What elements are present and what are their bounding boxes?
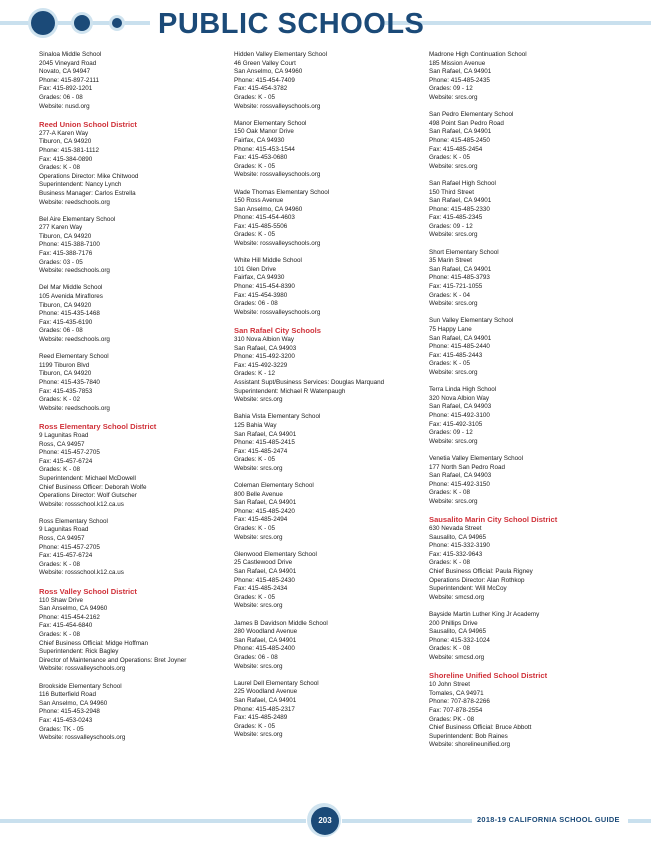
entry-line: Laurel Dell Elementary School [234, 679, 319, 687]
entry-line: Phone: 415-453-2948 [39, 708, 100, 716]
entry-line: 150 Third Street [429, 188, 475, 196]
entry-line: Ross Elementary School [39, 517, 108, 525]
entry-line: Fairfax, CA 94930 [234, 274, 285, 282]
school-entry [429, 386, 619, 446]
entry-line: Superintendent: Nancy Lynch [39, 181, 122, 189]
page-header [0, 0, 651, 48]
entry-line: Operations Director: Mike Chitwood [39, 172, 139, 180]
entry-line: Grades: K - 02 [39, 396, 80, 404]
entry-line: Phone: 415-485-2317 [234, 705, 295, 713]
entry-line: Venetia Valley Elementary School [429, 454, 524, 462]
entry-line: Grades: 06 - 08 [234, 300, 278, 308]
entry-line: Tomales, CA 94971 [429, 689, 484, 697]
entry-line: San Pedro Elementary School [429, 111, 514, 119]
entry-line: 150 Oak Manor Drive [234, 128, 294, 136]
entry-line: Wade Thomas Elementary School [234, 188, 330, 196]
school-entry [429, 525, 619, 602]
entry-line: Grades: TK - 05 [39, 725, 84, 733]
school-entry [39, 353, 229, 413]
entry-line: Chief Business Official: Bruce Abbott [429, 724, 532, 732]
entry-line: Grades: K - 05 [429, 154, 470, 162]
footer-rule-end [628, 819, 651, 823]
entry-line: Fax: 415-485-2454 [429, 145, 483, 153]
school-entry [234, 189, 424, 249]
entry-line: Reed Elementary School [39, 353, 109, 361]
entry-line: Website: srcs.org [429, 497, 478, 505]
entry-line: Phone: 415-453-1544 [234, 145, 295, 153]
entry-line: Website: reedschools.org [39, 198, 110, 206]
school-entry [429, 180, 619, 240]
entry-line: Grades: K - 05 [429, 360, 470, 368]
entry-line: Website: srcs.org [234, 731, 283, 739]
entry-line: Website: rossvalleyschools.org [234, 308, 321, 316]
entry-line: Superintendent: Michael McDowell [39, 474, 136, 482]
entry-line: San Rafael, CA 94901 [234, 499, 297, 507]
entry-line: Website: srcs.org [429, 231, 478, 239]
entry-line: Fax: 415-457-6724 [39, 457, 93, 465]
school-entry [234, 620, 424, 672]
entry-line: Grades: K - 04 [429, 291, 470, 299]
entry-line: Grades: 09 - 12 [429, 85, 473, 93]
entry-line: 177 North San Pedro Road [429, 463, 505, 471]
entry-line: Hidden Valley Elementary School [234, 51, 327, 58]
school-entry [429, 111, 619, 171]
entry-line: 125 Bahia Way [234, 421, 277, 429]
entry-line: Phone: 415-435-1468 [39, 310, 100, 318]
school-entry [39, 130, 229, 207]
entry-line: Phone: 415-457-2705 [39, 449, 100, 457]
entry-line: San Rafael, CA 94903 [234, 344, 297, 352]
entry-line: 110 Shaw Drive [39, 596, 83, 604]
school-entry [39, 51, 229, 111]
entry-line: 280 Woodland Avenue [234, 628, 298, 636]
district-heading: Shoreline Unified School District [429, 671, 548, 681]
entry-line: 150 Ross Avenue [234, 197, 284, 205]
entry-line: 105 Avenida Miraflores [39, 293, 103, 301]
entry-line: Fax: 415-485-2434 [234, 585, 288, 593]
entry-line: Fax: 415-453-0243 [39, 716, 93, 724]
entry-line: Grades: 06 - 08 [234, 653, 278, 661]
entry-line: Madrone High Continuation School [429, 51, 527, 58]
entry-line: Manor Elementary School [234, 119, 307, 127]
school-entry [429, 455, 619, 507]
entry-line: Chief Business Officer: Deborah Wolfe [39, 483, 147, 491]
entry-line: Novato, CA 94947 [39, 68, 91, 76]
entry-line: San Rafael, CA 94901 [429, 197, 492, 205]
entry-line: Glenwood Elementary School [234, 550, 317, 558]
school-entry [429, 317, 619, 377]
entry-line: 185 Mission Avenue [429, 59, 486, 67]
school-entry [429, 611, 619, 663]
entry-line: 10 John Street [429, 681, 470, 689]
entry-line: Phone: 415-454-8390 [234, 283, 295, 291]
entry-line: Short Elementary School [429, 248, 499, 256]
entry-line: Website: reedschools.org [39, 336, 110, 343]
entry-line: Phone: 415-332-1024 [429, 636, 490, 644]
entry-line: Website: rossvalleyschools.org [39, 665, 126, 673]
entry-line: 9 Lagunitas Road [39, 431, 89, 439]
entry-line: Operations Director: Alan Rothkop [429, 576, 525, 584]
entry-line: Fax: 415-332-9643 [429, 550, 483, 558]
entry-line: Website: srcs.org [234, 464, 283, 472]
entry-line: 101 Glen Drive [234, 265, 276, 273]
entry-line: Tiburon, CA 94920 [39, 232, 92, 240]
entry-line: San Rafael, CA 94901 [429, 128, 492, 136]
entry-line: Bel Aire Elementary School [39, 215, 116, 223]
entry-line: 277 Karen Way [39, 224, 83, 232]
page-title: PUBLIC SCHOOLS [158, 8, 425, 40]
guide-title: 2018-19 CALIFORNIA SCHOOL GUIDE [477, 815, 620, 824]
school-entry [234, 336, 424, 405]
entry-line: Tiburon, CA 94920 [39, 301, 92, 309]
entry-line: Phone: 415-457-2705 [39, 543, 100, 551]
entry-line: Phone: 415-485-2415 [234, 439, 295, 447]
entry-line: Superintendent: Will McCoy [429, 585, 507, 593]
entry-line: 9 Lagunitas Road [39, 526, 89, 534]
district-heading: Ross Elementary School District [39, 421, 157, 431]
entry-line: Phone: 415-485-2430 [234, 576, 295, 584]
entry-line: James B Davidson Middle School [234, 619, 328, 627]
school-entry [39, 432, 229, 509]
entry-line: Superintendent: Bob Raines [429, 732, 508, 740]
entry-line: Fax: 415-384-0890 [39, 155, 93, 163]
entry-line: Website: srcs.org [234, 602, 283, 610]
header-dot-medium [74, 15, 90, 31]
district-heading: Ross Valley School District [39, 586, 137, 596]
entry-line: Fax: 415-492-3229 [234, 361, 288, 369]
school-entry [234, 51, 424, 111]
entry-line: Fax: 415-485-2443 [429, 351, 483, 359]
entry-line: San Anselmo, CA 94960 [39, 605, 108, 613]
entry-line: Fax: 415-457-6724 [39, 552, 93, 560]
entry-line: Fax: 415-485-2474 [234, 447, 288, 455]
entry-line: Phone: 415-485-3793 [429, 274, 490, 282]
entry-line: Sinaloa Middle School [39, 51, 102, 58]
entry-line: Grades: K - 08 [39, 466, 80, 474]
entry-line: Bahia Vista Elementary School [234, 413, 321, 421]
entry-line: Fax: 415-485-2489 [234, 714, 288, 722]
entry-line: Phone: 415-485-2450 [429, 136, 490, 144]
page-number: 203 [311, 807, 339, 835]
entry-line: Grades: K - 05 [234, 231, 275, 239]
entry-line: 310 Nova Albion Way [234, 336, 294, 343]
header-dot-large [31, 11, 55, 35]
entry-line: Phone: 415-454-4603 [234, 214, 295, 222]
entry-line: San Rafael, CA 94903 [429, 403, 492, 411]
entry-line: Phone: 415-492-3200 [234, 353, 295, 361]
entry-line: San Anselmo, CA 94960 [234, 68, 303, 76]
school-entry [234, 413, 424, 473]
entry-line: Business Manager: Carlos Estrella [39, 189, 136, 197]
entry-line: Phone: 415-454-2162 [39, 613, 100, 621]
entry-line: Fax: 415-453-0680 [234, 154, 288, 162]
entry-line: Website: smcsd.org [429, 593, 485, 601]
entry-line: Grades: K - 05 [234, 525, 275, 533]
entry-line: Website: srcs.org [234, 533, 283, 541]
entry-line: Website: rossschool.k12.ca.us [39, 569, 124, 577]
entry-line: Superintendent: Michael R Watenpaugh [234, 387, 346, 395]
entry-line: Chief Business Official: Midge Hoffman [39, 639, 148, 647]
entry-line: 320 Nova Albion Way [429, 394, 489, 402]
school-entry [39, 216, 229, 276]
entry-line: Fax: 415-721-1055 [429, 283, 483, 291]
entry-line: Website: srcs.org [429, 437, 478, 445]
entry-line: Assistant Supt/Business Services: Douglas Marquand [234, 378, 385, 386]
entry-line: 46 Green Valley Court [234, 59, 296, 67]
district-heading: San Rafael City Schools [234, 326, 321, 335]
entry-line: 200 Phillips Drive [429, 619, 478, 627]
entry-line: Operations Director: Wolf Gutscher [39, 492, 137, 500]
entry-line: Director of Maintenance and Operations: Bret Joyner [39, 656, 187, 664]
entry-line: Grades: K - 08 [429, 489, 470, 497]
entry-line: Tiburon, CA 94920 [39, 138, 92, 146]
entry-line: Fairfax, CA 94930 [234, 136, 285, 144]
entry-line: Website: rossvalleyschools.org [39, 734, 126, 742]
entry-line: Ross, CA 94957 [39, 535, 85, 543]
entry-line: Chief Business Official: Paula Rigney [429, 568, 533, 576]
entry-line: San Anselmo, CA 94960 [234, 205, 303, 213]
entry-line: Phone: 415-492-3100 [429, 411, 490, 419]
entry-line: Fax: 415-892-1201 [39, 85, 93, 93]
entry-line: Grades: K - 05 [234, 456, 275, 464]
entry-line: Phone: 415-388-7100 [39, 241, 100, 249]
entry-line: San Rafael, CA 94903 [429, 472, 492, 480]
school-entry [234, 551, 424, 611]
entry-line: Sausalito, CA 94965 [429, 628, 487, 636]
entry-line: Website: reedschools.org [39, 404, 110, 412]
footer-rule-right [342, 819, 472, 823]
district-heading: Sausalito Marin City School District [429, 515, 558, 525]
entry-line: Phone: 415-485-2400 [234, 645, 295, 653]
entry-line: Grades: K - 05 [234, 162, 275, 170]
entry-line: San Rafael High School [429, 179, 496, 187]
entry-line: Fax: 415-485-2494 [234, 516, 288, 524]
entry-line: San Rafael, CA 94901 [429, 68, 492, 76]
school-entry [39, 518, 229, 578]
entry-line: Phone: 415-485-2420 [234, 507, 295, 515]
school-entry [234, 120, 424, 180]
entry-line: Grades: K - 08 [39, 164, 80, 172]
entry-line: Website: shorelineunified.org [429, 741, 511, 749]
entry-line: White Hill Middle School [234, 257, 302, 265]
header-dot-small [112, 18, 122, 28]
school-entry [234, 680, 424, 740]
entry-line: Fax: 415-454-6840 [39, 622, 93, 630]
entry-line: Fax: 415-485-2345 [429, 214, 483, 222]
entry-line: Website: rossvalleyschools.org [234, 240, 321, 248]
entry-line: Brookside Elementary School [39, 682, 122, 690]
entry-line: Phone: 415-485-2435 [429, 76, 490, 84]
entry-line: 277-A Karen Way [39, 129, 89, 137]
entry-line: Fax: 707-878-2554 [429, 706, 483, 714]
entry-line: Fax: 415-492-3105 [429, 420, 483, 428]
entry-line: Website: rossvalleyschools.org [234, 171, 321, 179]
entry-line: Coleman Elementary School [234, 482, 314, 490]
entry-line: Fax: 415-454-3980 [234, 291, 288, 299]
entry-line: San Rafael, CA 94901 [429, 334, 492, 342]
entry-line: Grades: 06 - 08 [39, 327, 83, 335]
entry-line: Del Mar Middle School [39, 284, 103, 292]
entry-line: 116 Butterfield Road [39, 691, 96, 699]
entry-line: Phone: 415-435-7840 [39, 378, 100, 386]
entry-line: Website: srcs.org [234, 662, 283, 670]
entry-line: Website: srcs.org [429, 93, 478, 101]
entry-line: Sun Valley Elementary School [429, 317, 514, 325]
directory-column-3 [429, 51, 619, 759]
entry-line: San Rafael, CA 94901 [429, 265, 492, 273]
entry-line: Fax: 415-435-6190 [39, 318, 93, 326]
entry-line: Grades: K - 08 [429, 559, 470, 567]
directory-column-1 [39, 51, 229, 751]
entry-line: Grades: K - 08 [39, 560, 80, 568]
directory-column-2 [234, 51, 424, 749]
entry-line: Phone: 415-485-2330 [429, 205, 490, 213]
footer-rule-left [0, 819, 306, 823]
entry-line: 25 Castlewood Drive [234, 559, 293, 567]
entry-line: Website: reedschools.org [39, 267, 110, 275]
entry-line: 498 Point San Pedro Road [429, 119, 504, 127]
entry-line: 1199 Tiburon Blvd [39, 361, 90, 369]
entry-line: Phone: 415-381-1112 [39, 146, 99, 154]
entry-line: Grades: K - 05 [234, 593, 275, 601]
entry-line: 35 Marin Street [429, 257, 473, 265]
school-entry [39, 683, 229, 743]
entry-line: Ross, CA 94957 [39, 440, 85, 448]
entry-line: Grades: PK - 08 [429, 715, 475, 723]
entry-line: Website: rossschool.k12.ca.us [39, 500, 124, 508]
entry-line: Website: rossvalleyschools.org [234, 102, 321, 110]
school-entry [429, 249, 619, 309]
entry-line: Sausalito, CA 94965 [429, 533, 487, 541]
entry-line: Fax: 415-454-3782 [234, 85, 288, 93]
entry-line: Website: nusd.org [39, 102, 90, 110]
entry-line: Tiburon, CA 94920 [39, 370, 92, 378]
entry-line: Phone: 415-485-2440 [429, 343, 490, 351]
entry-line: Website: srcs.org [429, 162, 478, 170]
entry-line: Superintendent: Rick Bagley [39, 648, 119, 656]
entry-line: Phone: 415-332-3190 [429, 542, 490, 550]
entry-line: Grades: 09 - 12 [429, 222, 473, 230]
entry-line: Grades: K - 05 [234, 722, 275, 730]
entry-line: 2045 Vineyard Road [39, 59, 97, 67]
entry-line: Terra Linda High School [429, 386, 497, 394]
entry-line: San Rafael, CA 94901 [234, 568, 297, 576]
entry-line: 800 Belle Avenue [234, 490, 283, 498]
entry-line: Website: srcs.org [429, 300, 478, 308]
entry-line: Website: srcs.org [234, 396, 283, 404]
entry-line: Phone: 415-454-7409 [234, 76, 295, 84]
district-heading: Reed Union School District [39, 119, 137, 129]
entry-line: Grades: K - 08 [39, 631, 80, 638]
entry-line: Fax: 415-485-5506 [234, 222, 288, 230]
entry-line: Grades: 09 - 12 [429, 429, 473, 437]
entry-line: 630 Nevada Street [429, 525, 482, 533]
entry-line: Grades: K - 05 [234, 93, 275, 101]
school-entry [429, 51, 619, 103]
entry-line: 225 Woodland Avenue [234, 688, 298, 696]
entry-line: Phone: 707-878-2266 [429, 698, 490, 706]
entry-line: Grades: 03 - 05 [39, 258, 83, 266]
entry-line: Grades: K - 12 [234, 370, 275, 378]
entry-line: Grades: 06 - 08 [39, 93, 83, 101]
entry-line: San Rafael, CA 94901 [234, 696, 297, 704]
entry-line: San Rafael, CA 94901 [234, 636, 297, 644]
entry-line: San Rafael, CA 94901 [234, 430, 297, 438]
entry-line: Grades: K - 08 [429, 645, 470, 653]
entry-line: Phone: 415-492-3150 [429, 480, 490, 488]
entry-line: San Anselmo, CA 94960 [39, 699, 108, 707]
entry-line: Phone: 415-897-2111 [39, 76, 99, 84]
school-entry [234, 257, 424, 317]
entry-line: Fax: 415-435-7853 [39, 387, 93, 395]
school-entry [234, 482, 424, 542]
entry-line: 75 Happy Lane [429, 326, 472, 333]
entry-line: Bayside Martin Luther King Jr Academy [429, 611, 540, 618]
entry-line: Fax: 415-388-7176 [39, 250, 93, 258]
entry-line: Website: srcs.org [429, 368, 478, 376]
school-entry [39, 284, 229, 344]
school-entry [39, 597, 229, 674]
entry-line: Website: smcsd.org [429, 653, 485, 661]
school-entry [429, 681, 619, 750]
